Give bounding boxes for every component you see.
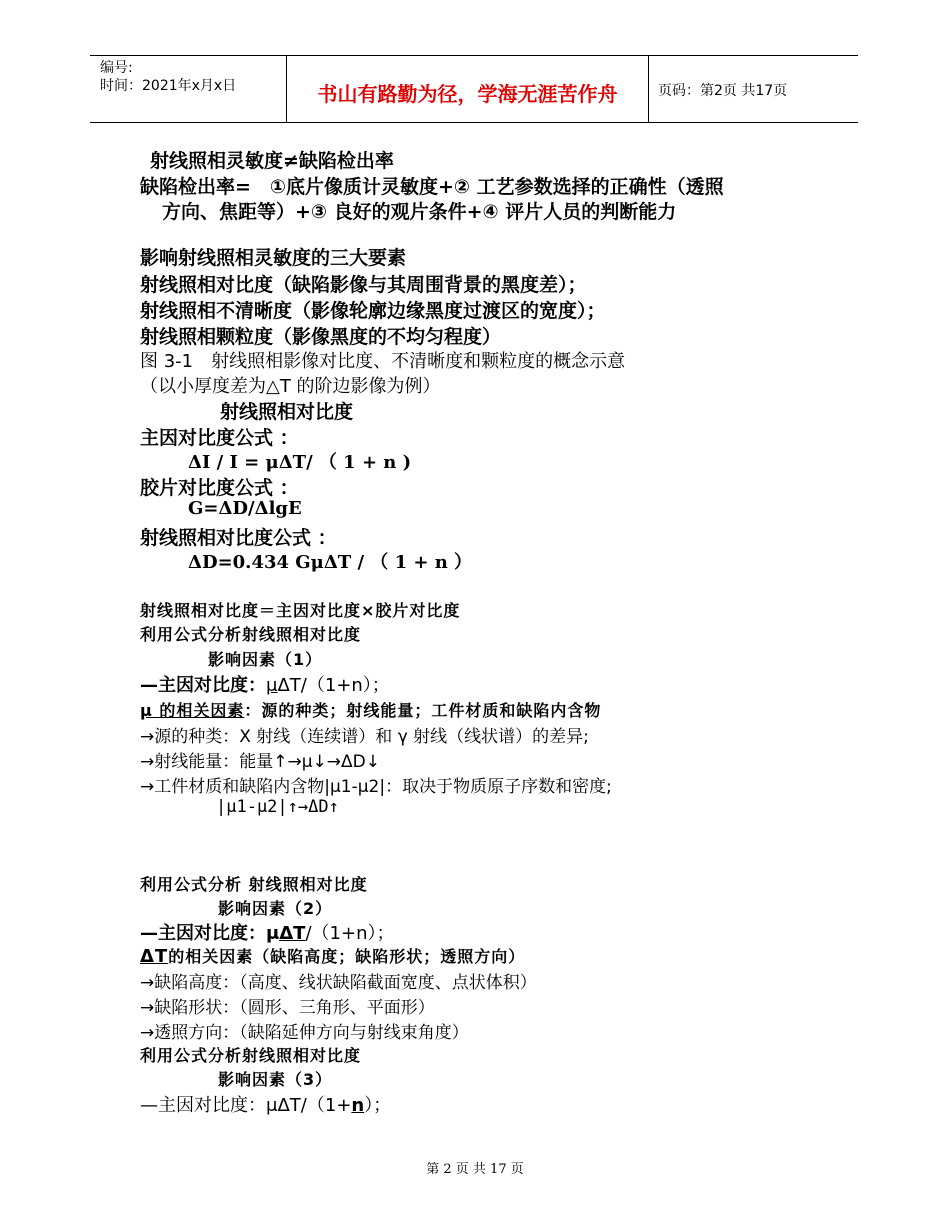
- text-line: [140, 698, 601, 721]
- formula: ΔI / I = μΔT/ （ 1 + n ): [188, 452, 412, 473]
- text-line: [140, 1091, 391, 1117]
- text-fragment: —主因对比度：μ: [140, 923, 280, 944]
- text-line: [140, 919, 394, 945]
- text-fragment: /（1+n）；: [305, 923, 395, 944]
- formula: G=ΔD/ΔlgE: [188, 498, 302, 519]
- text-fragment: ΔT: [140, 946, 169, 967]
- list-item: |μ1-μ2|↑→ΔD↑: [216, 797, 339, 817]
- text-fragment: μ: [266, 675, 278, 696]
- formula-label: 胶片对比度公式 ：: [140, 477, 299, 499]
- text-fragment: ）；: [364, 1095, 392, 1116]
- text-line: 射线照相不清晰度（影像轮廓边缘黑度过渡区的宽度）；: [140, 300, 606, 322]
- text-line: [140, 944, 525, 967]
- text-line: 射线照相对比度＝主因对比度×胶片对比度: [140, 601, 461, 620]
- text-line: [140, 671, 390, 697]
- formula-label: 主因对比度公式 ：: [140, 427, 299, 449]
- text-fragment: 的相关因素（缺陷高度；缺陷形状；透照方向）: [168, 947, 526, 966]
- text-line: 利用公式分析 射线照相对比度: [140, 875, 368, 894]
- text-fragment: ΔT/（1+n）；: [277, 675, 390, 696]
- text-fragment: ：源的种类；射线能量；工件材质和缺陷内含物: [244, 701, 602, 720]
- page-header: [90, 55, 858, 123]
- section-heading: 影响射线照相灵敏度的三大要素: [140, 247, 407, 269]
- figure-caption: 图 3-1 射线照相影像对比度、不清晰度和颗粒度的概念示意: [140, 351, 626, 372]
- text-line: 射线照相对比度（缺陷影像与其周围背景的黑度差）；: [140, 274, 587, 296]
- subsection-heading: 影响因素（3）: [218, 1070, 333, 1089]
- subsection-heading: 影响因素（2）: [218, 899, 333, 918]
- header-divider: [648, 56, 649, 122]
- header-time: 时间：2021年x月x日: [100, 78, 237, 94]
- text-fragment: μ 的相关因素: [140, 701, 245, 720]
- section-heading: 射线照相对比度: [220, 401, 354, 423]
- figure-caption-note: （以小厚度差为△T 的阶边影像为例）: [140, 376, 441, 397]
- list-item: →缺陷形状：（圆形、三角形、平面形）: [140, 998, 435, 1018]
- header-page-number: 页码：第2页 共17页: [658, 83, 788, 99]
- page-footer: 第 2 页 共 17 页: [426, 1162, 524, 1177]
- text-line: 利用公式分析射线照相对比度: [140, 625, 362, 644]
- text-fragment: ΔT: [279, 923, 306, 944]
- header-number: 编号:: [100, 60, 133, 76]
- text-line: 射线照相颗粒度（影像黑度的不均匀程度）: [140, 326, 502, 348]
- formula-label: 射线照相对比度公式 ：: [140, 527, 337, 549]
- formula: ΔD=0.434 GμΔT / （ 1 + n ）: [188, 552, 473, 573]
- text-fragment: —主因对比度：: [140, 675, 266, 696]
- list-item: →工件材质和缺陷内含物|μ1-μ2|：取决于物质原子序数和密度;: [140, 777, 612, 797]
- text-fragment: n: [351, 1095, 365, 1116]
- list-item: →缺陷高度：（高度、线状缺陷截面宽度、点状体积）: [140, 973, 537, 993]
- list-item: →透照方向：（缺陷延伸方向与射线束角度）: [140, 1023, 469, 1043]
- header-meta: [100, 59, 236, 95]
- text-fragment: —主因对比度：μΔT/（1+: [140, 1095, 352, 1116]
- text-line: 缺陷检出率= ①底片像质计灵敏度+② 工艺参数选择的正确性（透照: [140, 176, 724, 198]
- list-item: →源的种类：X 射线（连续谱）和 γ 射线（线状谱）的差异;: [140, 727, 589, 747]
- subsection-heading: 影响因素（1）: [208, 650, 323, 669]
- text-line: 射线照相灵敏度≠缺陷检出率: [150, 150, 394, 172]
- text-line: 利用公式分析射线照相对比度: [140, 1046, 362, 1065]
- text-line: 方向、焦距等）+③ 良好的观片条件+④ 评片人员的判断能力: [162, 201, 677, 223]
- header-motto: 书山有路勤为径，学海无涯苦作舟: [317, 82, 618, 106]
- list-item: →射线能量：能量↑→μ↓→ΔD↓: [140, 752, 381, 772]
